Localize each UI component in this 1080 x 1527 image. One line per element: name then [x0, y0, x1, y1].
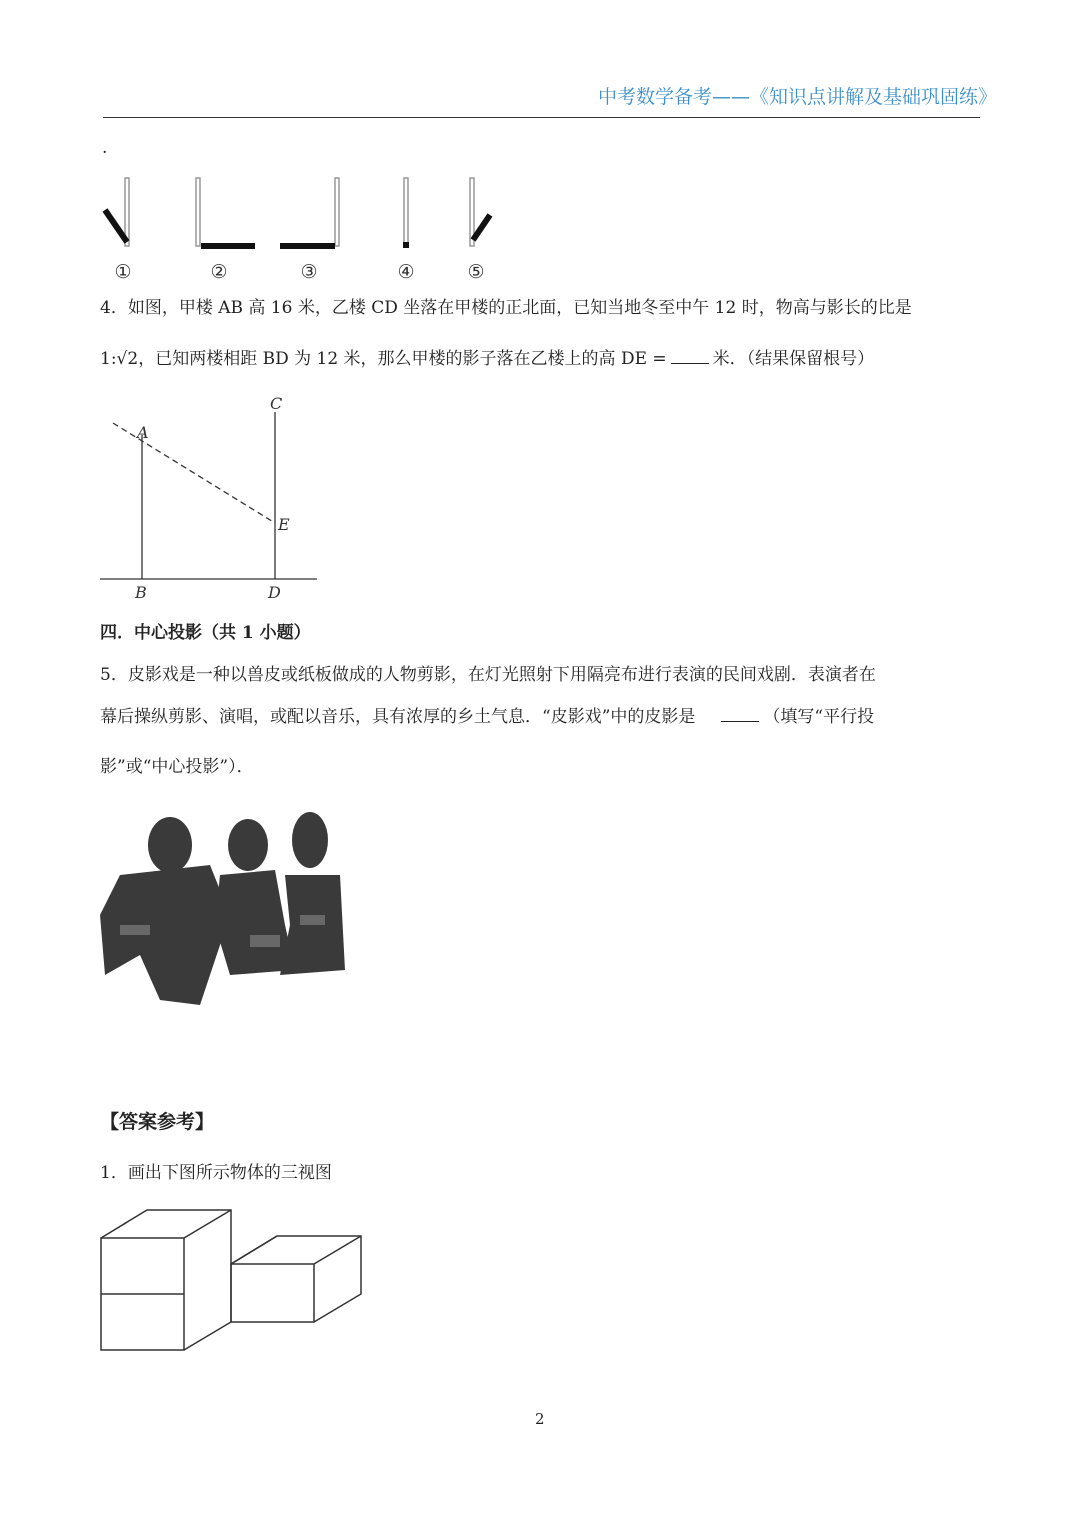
- point-b: B: [135, 583, 147, 602]
- label-1: ①: [114, 261, 132, 283]
- q5-line2: [100, 709, 874, 726]
- q4-line2: [100, 351, 874, 368]
- buildings-diagram: [95, 390, 325, 605]
- label-5: ⑤: [467, 261, 485, 283]
- point-e: E: [278, 515, 290, 534]
- header-title: 中考数学备考——《知识点讲解及基础巩固练》: [598, 86, 998, 108]
- label-3: ③: [300, 261, 318, 283]
- page-number: 2: [535, 1410, 545, 1428]
- header-divider: [103, 117, 980, 118]
- q5-line3: 影”或“中心投影”）．: [100, 757, 254, 777]
- point-a: A: [137, 423, 149, 442]
- q4-answer-blank: [671, 363, 709, 364]
- answers-heading: 【答案参考】: [100, 1111, 215, 1133]
- shadow-puppet-image: [100, 805, 360, 1010]
- section-heading: 四．中心投影（共 1 小题）: [100, 623, 311, 643]
- label-4: ④: [397, 261, 415, 283]
- solid-figure: [95, 1205, 370, 1355]
- shadow-5: [473, 215, 490, 240]
- q5-line1: 5．皮影戏是一种以兽皮或纸板做成的人物剪影，在灯光照射下用隔亮布进行表演的民间戏剧．表演者在: [100, 665, 876, 685]
- q4-line2-text: 1:√2，已知两楼相距 BD 为 12 米，那么甲楼的影子落在乙楼上的高 DE =: [100, 349, 667, 369]
- label-2: ②: [210, 261, 228, 283]
- stray-dot: .: [102, 138, 108, 158]
- q5-line2-text: 幕后操纵剪影、演唱，或配以音乐，具有浓厚的乡土气息．“皮影戏”中的皮影是: [100, 707, 696, 727]
- point-c: C: [270, 394, 283, 413]
- point-d: D: [268, 583, 281, 602]
- answer-q1: 1．画出下图所示物体的三视图: [100, 1163, 332, 1183]
- q5-answer-blank: [721, 721, 759, 722]
- q5-line2-tail: （填写“平行投: [763, 707, 875, 727]
- pole-3: [335, 178, 339, 246]
- q4-line2-tail: 米．（结果保留根号）: [712, 349, 875, 369]
- q4-line1: 4．如图，甲楼 AB 高 16 米，乙楼 CD 坐落在甲楼的正北面，已知当地冬至中午 12 时，物高与影长的比是: [100, 298, 912, 318]
- pole-2: [196, 178, 200, 246]
- shadow-1: [105, 210, 127, 242]
- shadow-figure: [95, 170, 505, 285]
- pole-4: [404, 178, 408, 246]
